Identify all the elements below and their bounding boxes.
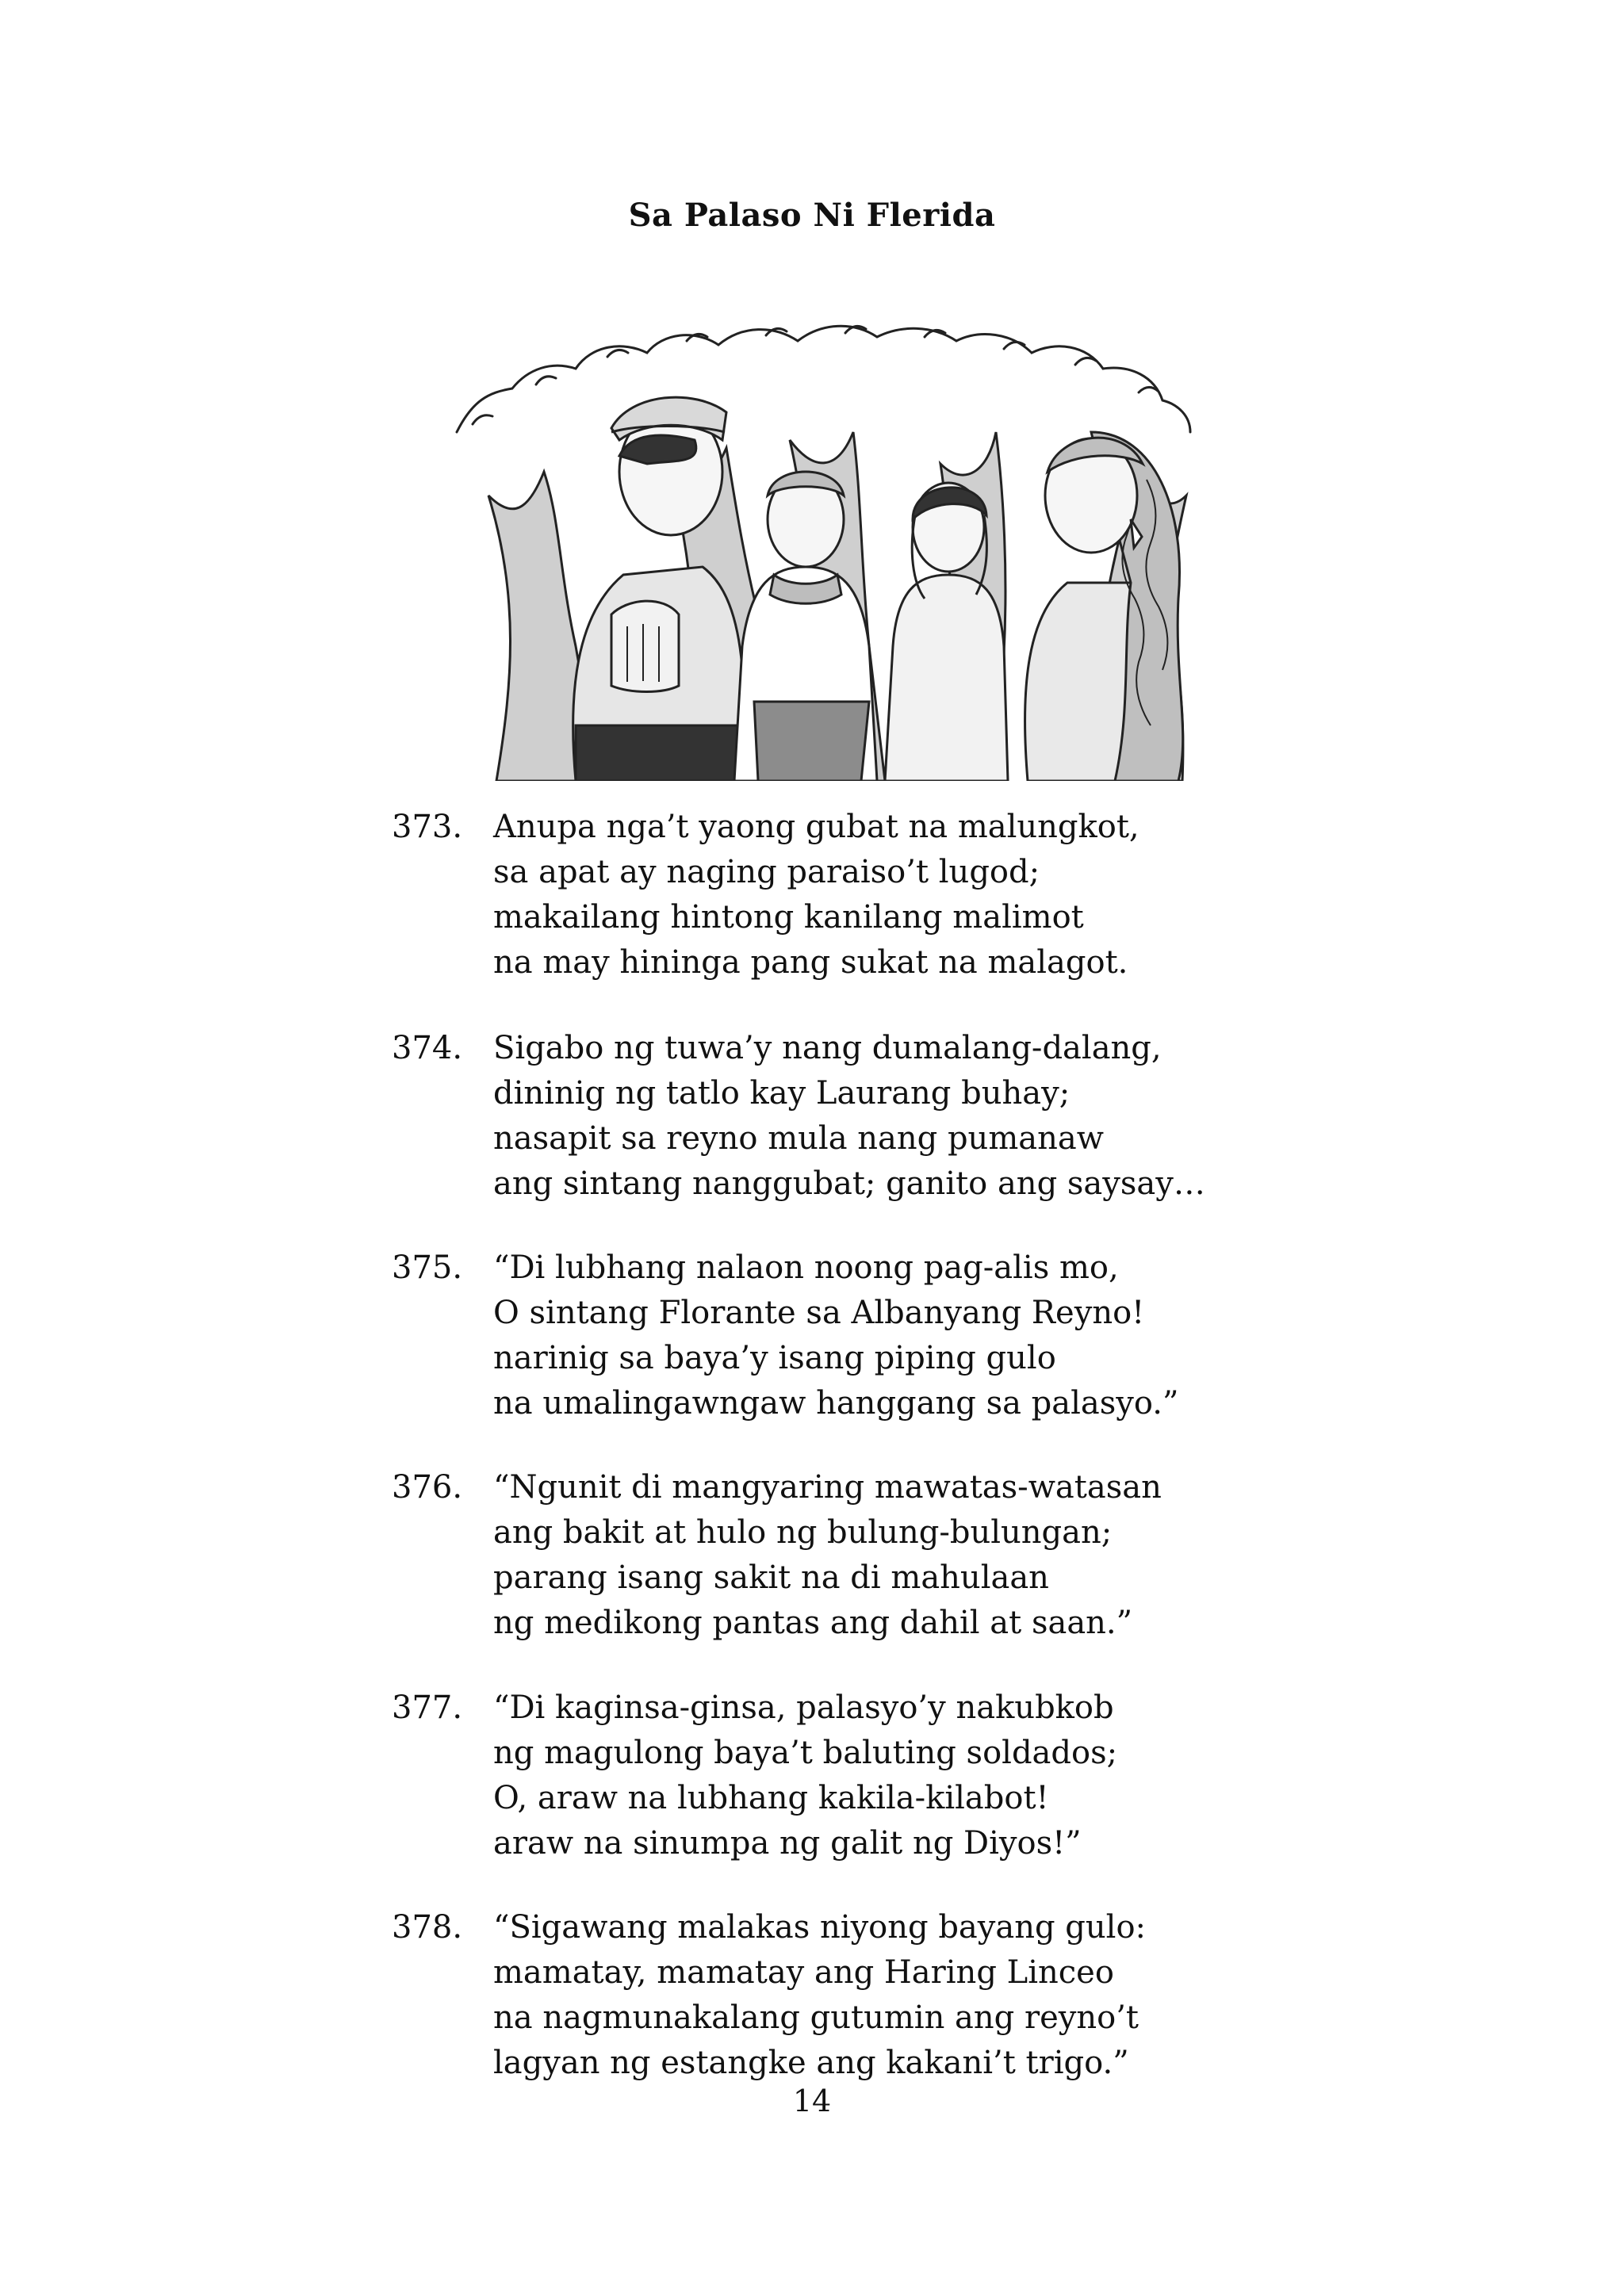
illustration-four-people-in-forest-icon xyxy=(441,313,1193,781)
verse-line: Sigabo ng tuwa’y nang dumalang-dalang, xyxy=(493,1030,1162,1066)
page-number: 14 xyxy=(792,2084,832,2118)
stanza-lines xyxy=(493,1905,1146,2086)
stanza-number: 376. xyxy=(392,1469,463,1506)
page-title: Sa Palaso Ni Flerida xyxy=(628,197,996,234)
verse-line: “Di kaginsa-ginsa, palasyo’y nakubkob xyxy=(493,1689,1114,1726)
verse-line: narinig sa baya’y isang piping gulo xyxy=(493,1340,1056,1376)
verse-line: mamatay, mamatay ang Haring Linceo xyxy=(493,1954,1114,1991)
verse-line: na nagmunakalang gutumin ang reyno’t xyxy=(493,1999,1139,2036)
stanza-number: 374. xyxy=(392,1030,463,1066)
stanza-number: 373. xyxy=(392,809,463,845)
verse-line: “Di lubhang nalaon noong pag-alis mo, xyxy=(493,1249,1119,1286)
stanza-number: 375. xyxy=(392,1249,463,1286)
verse-line: ang sintang nanggubat; ganito ang saysay… xyxy=(493,1165,1205,1202)
verse-line: Anupa nga’t yaong gubat na malungkot, xyxy=(493,809,1139,845)
verse-line: sa apat ay naging paraiso’t lugod; xyxy=(493,854,1040,890)
verse-line: “Sigawang malakas niyong bayang gulo: xyxy=(493,1909,1147,1946)
stanza-lines xyxy=(493,805,1139,985)
stanza-lines xyxy=(493,1026,1205,1207)
verse-line: ng magulong baya’t baluting soldados; xyxy=(493,1735,1118,1771)
stanza-lines xyxy=(493,1465,1162,1646)
verse-line: parang isang sakit na di mahulaan xyxy=(493,1559,1049,1596)
verse-line: “Ngunit di mangyaring mawatas-watasan xyxy=(493,1469,1162,1506)
verse-line: na may hininga pang sukat na malagot. xyxy=(493,944,1128,981)
verse-line: araw na sinumpa ng galit ng Diyos!” xyxy=(493,1825,1082,1862)
verse-line: O sintang Florante sa Albanyang Reyno! xyxy=(493,1295,1145,1331)
verse-line: dininig ng tatlo kay Laurang buhay; xyxy=(493,1075,1071,1112)
stanza-lines xyxy=(493,1686,1117,1866)
stanza-number: 378. xyxy=(392,1909,463,1946)
verse-line: ang bakit at hulo ng bulung-bulungan; xyxy=(493,1514,1113,1551)
verse-line: ng medikong pantas ang dahil at saan.” xyxy=(493,1605,1133,1641)
stanza-lines xyxy=(493,1246,1178,1426)
verse-line: makailang hintong kanilang malimot xyxy=(493,899,1084,936)
verse-line: O, araw na lubhang kakila-kilabot! xyxy=(493,1780,1049,1816)
verse-line: nasapit sa reyno mula nang pumanaw xyxy=(493,1120,1104,1157)
stanza-number: 377. xyxy=(392,1689,463,1726)
verse-line: lagyan ng estangke ang kakani’t trigo.” xyxy=(493,2045,1129,2081)
verse-line: na umalingawngaw hanggang sa palasyo.” xyxy=(493,1385,1179,1422)
